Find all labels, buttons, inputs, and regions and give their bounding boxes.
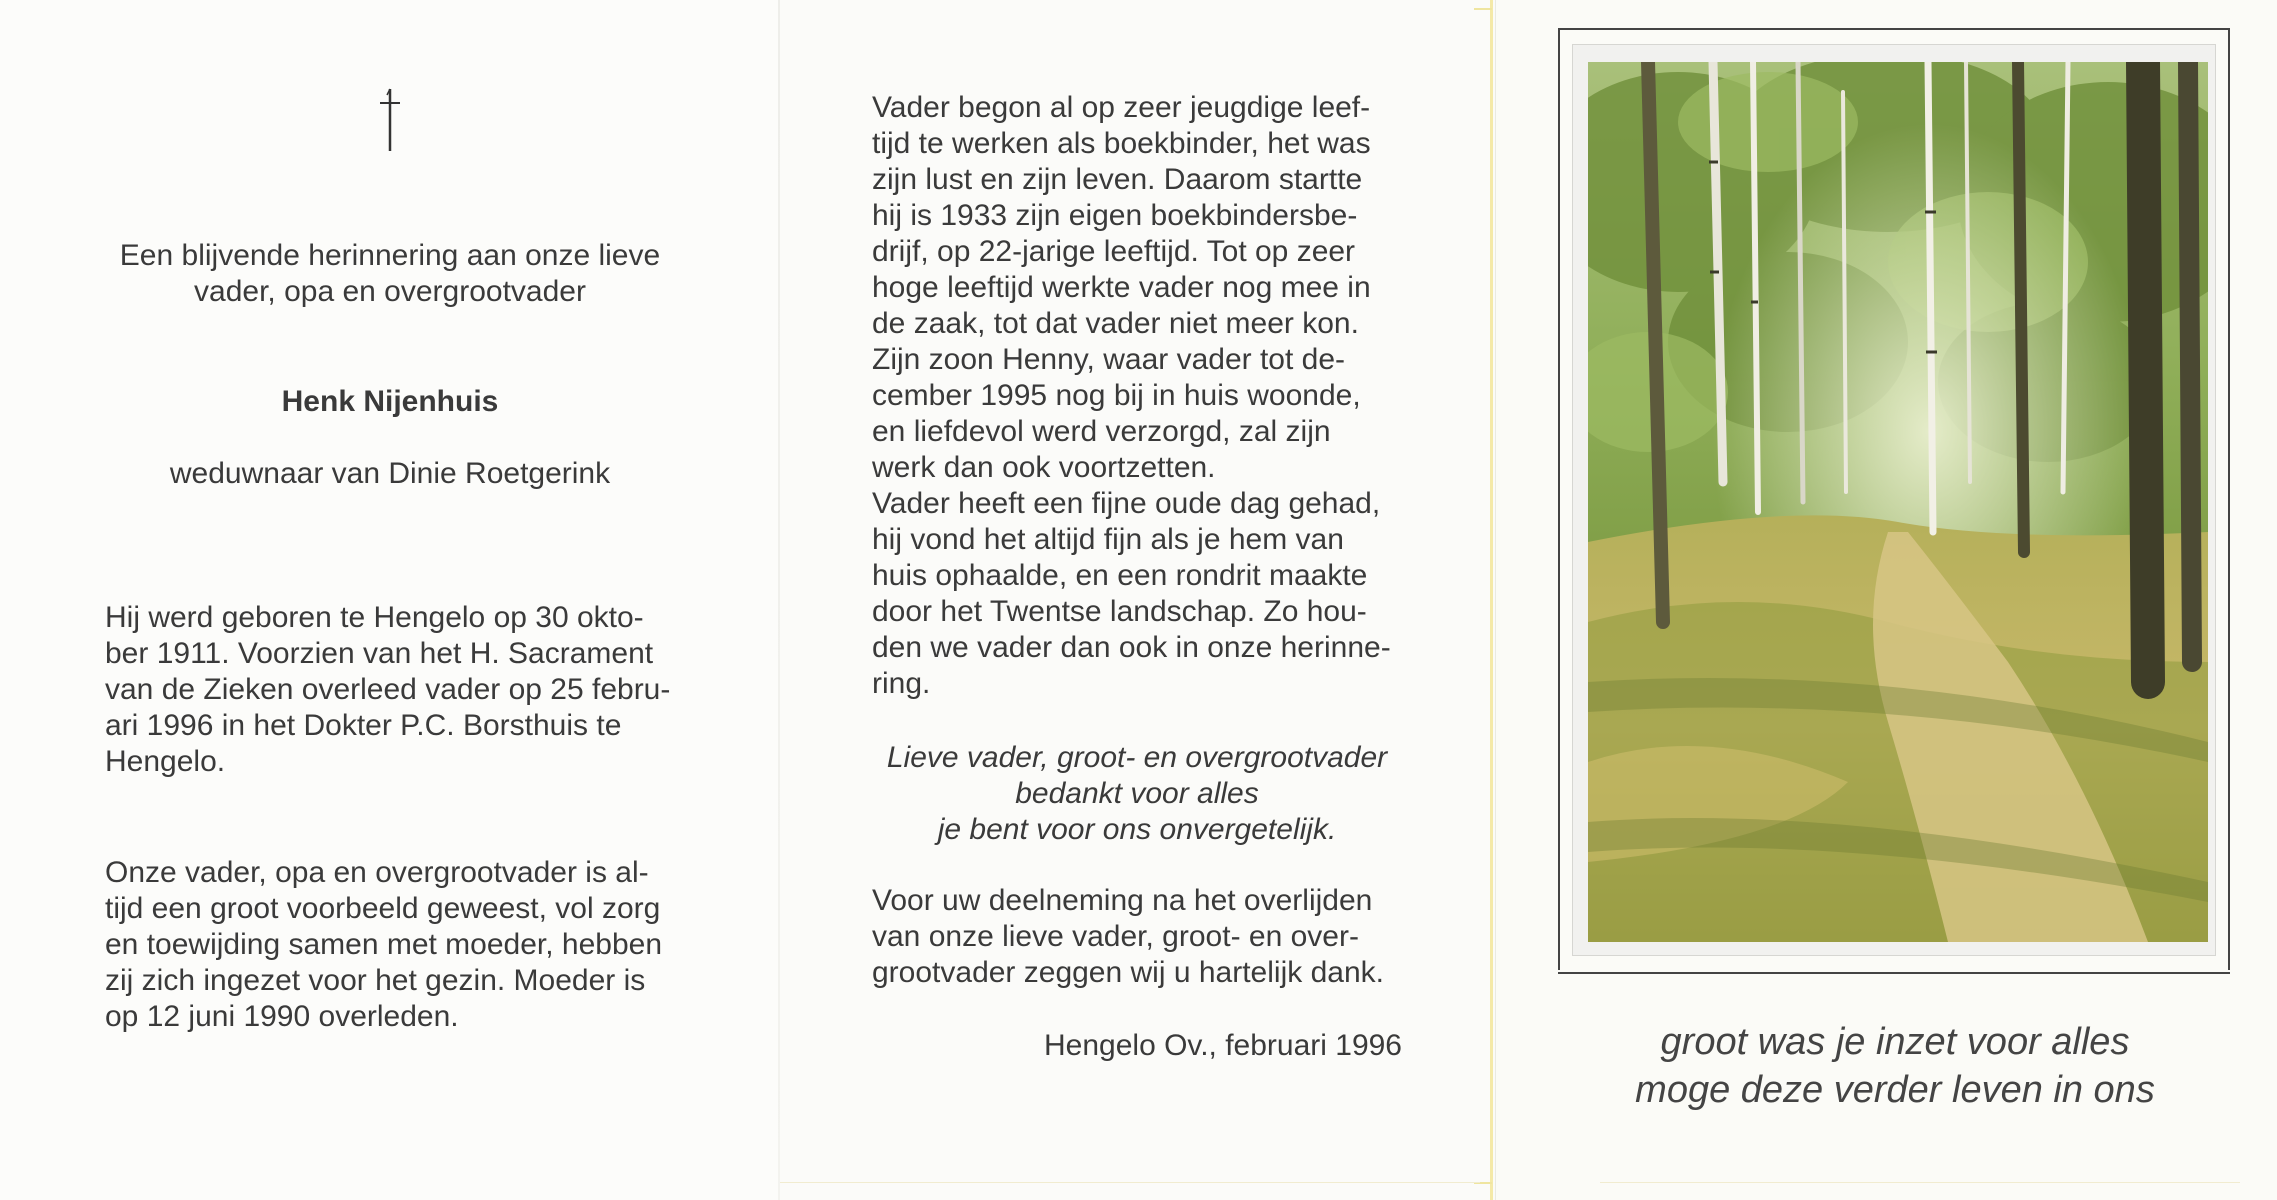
- poem-verse: [872, 740, 1402, 848]
- intro-line: Een blijvende herinnering aan onze lieve: [119, 239, 661, 272]
- bio-line: Hengelo.: [105, 745, 226, 778]
- story-line: cember 1995 nog bij in huis woonde,: [872, 379, 1361, 412]
- tribute-line: Onze vader, opa en overgrootvader is al-: [105, 856, 649, 889]
- story-line: hij vond het altijd fijn als je hem van: [872, 523, 1344, 556]
- intro-text: [90, 238, 690, 310]
- intro-line: vader, opa en overgrootvader: [194, 275, 586, 308]
- story-line: hoge leeftijd werkte vader nog mee in: [872, 271, 1371, 304]
- widower-line: weduwnaar van Dinie Roetgerink: [169, 457, 611, 490]
- story-line: ring.: [872, 667, 931, 700]
- story-line: en liefdevol werd verzorgd, zal zijn: [872, 415, 1331, 448]
- fold-line-right-shadow: [1495, 0, 1496, 1200]
- thanks-line: van onze lieve vader, groot- en over-: [872, 920, 1359, 953]
- cross-icon: [375, 85, 405, 155]
- bio-line: ber 1911. Voorzien van het H. Sacrament: [105, 637, 654, 670]
- tribute-paragraph: [105, 855, 677, 1035]
- story-line: den we vader dan ook in onze herinne-: [872, 631, 1391, 664]
- birch-forest-path-image: [1588, 62, 2208, 942]
- poem-line: bedankt voor alles: [1015, 777, 1259, 810]
- story-line: hij is 1933 zijn eigen boekbindersbe-: [872, 199, 1358, 232]
- thanks-line: grootvader zeggen wij u hartelijk dank.: [872, 956, 1384, 989]
- story-line: de zaak, tot dat vader niet meer kon.: [872, 307, 1359, 340]
- life-story-paragraph: [872, 90, 1402, 702]
- bio-line: Hij werd geboren te Hengelo op 30 okto-: [105, 601, 644, 634]
- tribute-line: en toewijding samen met moeder, hebben: [105, 928, 663, 961]
- bottom-edge-middle: [780, 1182, 1480, 1183]
- story-line: werk dan ook voortzetten.: [872, 451, 1216, 484]
- story-line: tijd te werken als boekbinder, het was: [872, 127, 1371, 160]
- story-line: Vader begon al op zeer jeugdige leef-: [872, 91, 1371, 124]
- fold-mark-top: [1474, 8, 1492, 10]
- tribute-line: tijd een groot voorbeeld geweest, vol zorg: [105, 892, 661, 925]
- story-line: Zijn zoon Henny, waar vader tot de-: [872, 343, 1346, 376]
- poem-line: je bent voor ons onvergetelijk.: [937, 813, 1337, 846]
- story-line: huis ophaalde, en een rondrit maakte: [872, 559, 1368, 592]
- bio-line: van de Zieken overleed vader op 25 febru-: [105, 673, 671, 706]
- deceased-name: Henk Nijenhuis: [281, 385, 499, 418]
- thanks-line: Voor uw deelneming na het overlijden: [872, 884, 1373, 917]
- thanks-paragraph: [872, 883, 1402, 991]
- place-date-signoff: Hengelo Ov., februari 1996: [1044, 1029, 1402, 1062]
- motto-line: groot was je inzet voor alles: [1660, 1021, 2130, 1063]
- bio-line: ari 1996 in het Dokter P.C. Borsthuis te: [105, 709, 622, 742]
- fold-line-left: [778, 0, 780, 1200]
- story-line: zijn lust en zijn leven. Daarom startte: [872, 163, 1363, 196]
- tribute-line: op 12 juni 1990 overleden.: [105, 1000, 459, 1033]
- frame-bottom-line: [1558, 972, 2230, 974]
- forest-photo: [1588, 62, 2208, 942]
- poem-line: Lieve vader, groot- en overgrootvader: [886, 741, 1388, 774]
- story-line: door het Twentse landschap. Zo hou-: [872, 595, 1367, 628]
- motto-line: moge deze verder leven in ons: [1635, 1069, 2155, 1111]
- story-line: drijf, op 22-jarige leeftijd. Tot op zeer: [872, 235, 1356, 268]
- bottom-edge-right: [1600, 1182, 2240, 1183]
- biography-paragraph: [105, 600, 677, 780]
- tribute-line: zij zich ingezet voor het gezin. Moeder is: [105, 964, 646, 997]
- story-line: Vader heeft een fijne oude dag gehad,: [872, 487, 1381, 520]
- fold-line-right: [1490, 0, 1493, 1200]
- motto-text: [1560, 1018, 2230, 1114]
